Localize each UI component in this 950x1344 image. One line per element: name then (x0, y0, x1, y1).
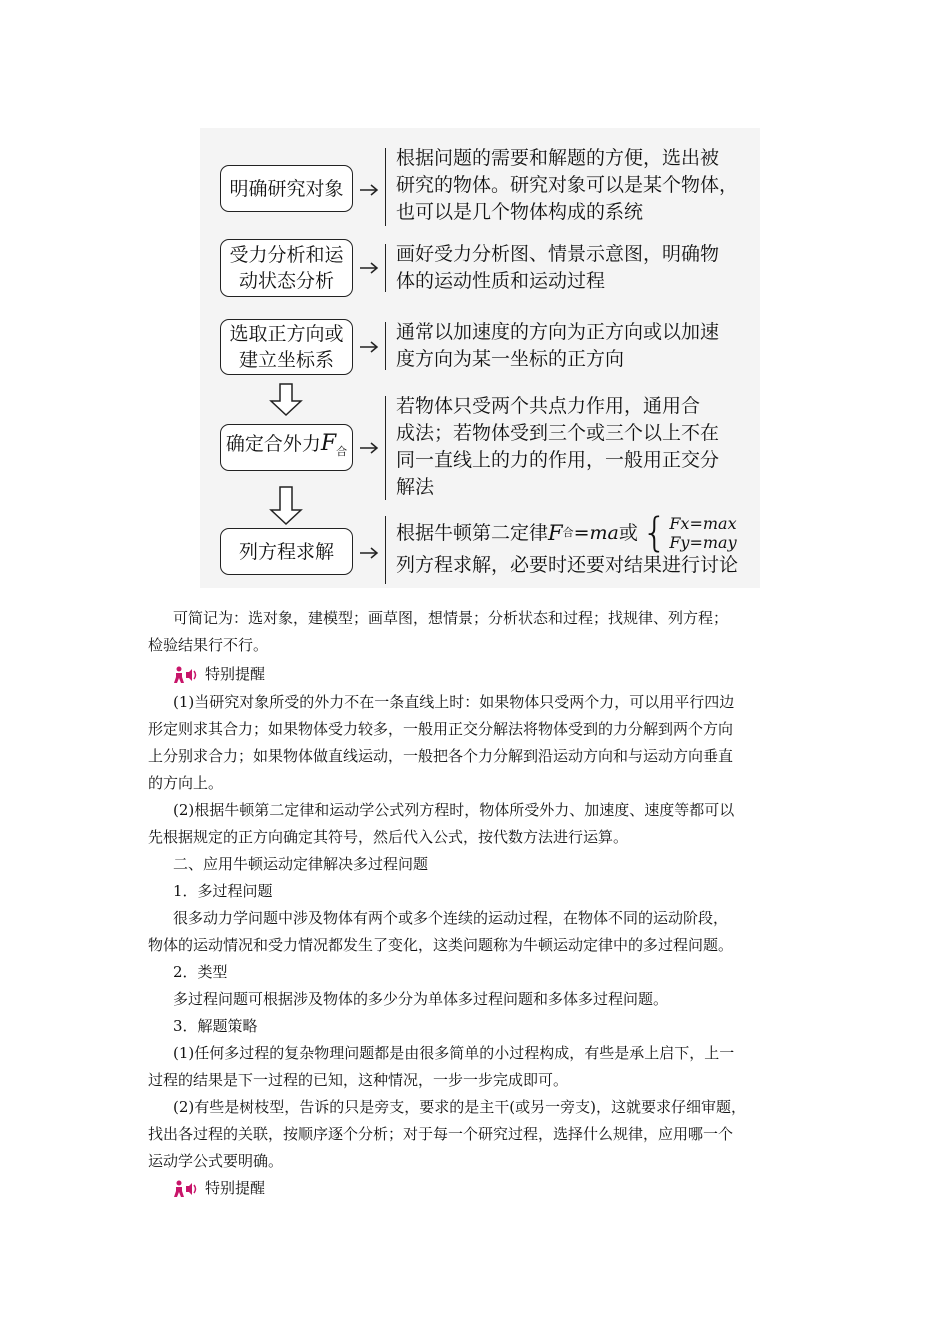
desc-line: 研究的物体。研究对象可以是某个物体， (396, 174, 739, 196)
arrow-down-icon (268, 383, 304, 417)
arrow-right-icon (360, 547, 380, 559)
text-line: 找出各过程的关联，按顺序逐个分析；对于每一个研究过程，选择什么规律，应用哪一个 (148, 1125, 734, 1143)
newton-law-line (396, 510, 738, 556)
force-symbol: F (320, 430, 337, 456)
note-paragraphs (148, 689, 808, 1202)
step-box-3 (220, 319, 353, 375)
text-line: 运动学公式要明确。 (148, 1152, 284, 1170)
section-heading: 二、应用牛顿运动定律解决多过程问题 (173, 855, 429, 873)
desc-line: 通常以加速度的方向为正方向或以加速 (396, 321, 720, 343)
arrow-down-icon (268, 486, 304, 526)
step-box-1-label: 明确研究对象 (229, 177, 344, 200)
text-line: 的方向上。 (148, 774, 224, 792)
note-heading (148, 661, 808, 688)
desc-line: 同一直线上的力的作用，一般用正交分 (396, 449, 720, 471)
step-box-5-label: 列方程求解 (238, 540, 334, 563)
text-line: 过程的结果是下一过程的已知，这种情况，一步一步完成即可。 (148, 1071, 569, 1089)
desc-text: 或 (618, 521, 638, 544)
desc-line: 解法 (396, 476, 435, 498)
force-subscript: 合 (562, 526, 574, 539)
step-box-4-label (226, 431, 347, 465)
note-title: 特别提醒 (205, 1179, 266, 1197)
desc-line: 度方向为某一坐标的正方向 (396, 348, 625, 370)
desc-line: 成法；若物体受到三个或三个以上不在 (396, 422, 720, 444)
step-desc-4 (396, 393, 719, 501)
speaker-person-icon (173, 1180, 199, 1198)
force-subscript: 合 (336, 444, 348, 458)
bracket (385, 244, 386, 292)
step-desc-3 (396, 319, 719, 373)
component-equations (669, 514, 736, 552)
step-box-2-line1: 受力分析和运 (229, 244, 344, 266)
step-box-2-line2: 动状态分析 (238, 270, 334, 292)
text-line: 形定则求其合力；如果物体受力较多，一般用正交分解法将物体受到的力分解到两个方向 (148, 720, 734, 738)
text-line: (1)当研究对象所受的外力不在一条直线上时：如果物体只受两个力，可以用平行四边 (173, 693, 735, 711)
bracket (385, 516, 386, 584)
step-box-2 (220, 239, 353, 297)
text-line: 检验结果行不行。 (148, 636, 269, 654)
text-line: 上分别求合力；如果物体做直线运动，一般把各个力分解到沿运动方向和与运动方向垂直 (148, 747, 734, 765)
flowchart (200, 128, 760, 588)
text-line: 先根据规定的正方向确定其符号，然后代入公式，按代数方法进行运算。 (148, 828, 629, 846)
text-line: (1)任何多过程的复杂物理问题都是由很多简单的小过程构成，有些是承上启下，上一 (173, 1044, 735, 1062)
desc-line: 也可以是几个物体构成的系统 (396, 201, 644, 223)
equation-y: Fy=may (669, 533, 737, 552)
desc-line: 若物体只受两个共点力作用，通用合 (396, 395, 701, 417)
desc-line: 体的运动性质和运动过程 (396, 270, 606, 292)
subsection-heading: 3．解题策略 (173, 1017, 258, 1035)
note-title: 特别提醒 (205, 665, 266, 683)
step-box-3-line2: 建立坐标系 (238, 349, 334, 371)
text-line: (2)根据牛顿第二定律和运动学公式列方程时，物体所受外力、加速度、速度等都可以 (173, 801, 735, 819)
speaker-person-icon (173, 666, 199, 684)
equation: =ma (573, 521, 619, 544)
step-desc-5 (396, 510, 739, 579)
force-symbol: F (548, 520, 563, 545)
text-line: 多过程问题可根据涉及物体的多少分为单体多过程问题和多体多过程问题。 (173, 990, 669, 1008)
arrow-right-icon (360, 184, 380, 196)
text-line: 可简记为：选对象，建模型；画草图，想情景；分析状态和过程；找规律、列方程； (173, 609, 729, 627)
step-box-4 (220, 424, 353, 471)
bracket (385, 396, 386, 500)
step-box-1 (220, 165, 353, 212)
subsection-heading: 2．类型 (173, 963, 228, 981)
text-line: 很多动力学问题中涉及物体有两个或多个连续的运动过程，在物体不同的运动阶段， (173, 909, 729, 927)
arrow-right-icon (360, 262, 380, 274)
left-brace: { (641, 510, 668, 556)
text-line: 物体的运动情况和受力情况都发生了变化，这类问题称为牛顿运动定律中的多过程问题。 (148, 936, 734, 954)
desc-line: 列方程求解，必要时还要对结果进行讨论 (396, 554, 739, 576)
step-desc-1 (396, 145, 738, 226)
summary (148, 605, 808, 659)
desc-line: 画好受力分析图、情景示意图，明确物 (396, 243, 720, 265)
desc-line: 根据问题的需要和解题的方便，选出被 (396, 147, 720, 169)
step-box-5 (220, 528, 353, 575)
step-box-3-line1: 选取正方向或 (229, 323, 344, 345)
box-4-prefix: 确定合外力 (225, 432, 321, 455)
desc-text: 根据牛顿第二定律 (396, 521, 549, 544)
bracket (385, 148, 386, 226)
text-line: (2)有些是树枝型，告诉的只是旁支，要求的是主干(或另一旁支)，这就要求仔细审题， (173, 1098, 746, 1116)
step-desc-2 (396, 241, 719, 295)
bracket (385, 322, 386, 370)
arrow-right-icon (360, 442, 380, 454)
subsection-heading: 1．多过程问题 (173, 882, 273, 900)
equation-x: Fx=max (669, 514, 737, 533)
arrow-right-icon (360, 341, 380, 353)
